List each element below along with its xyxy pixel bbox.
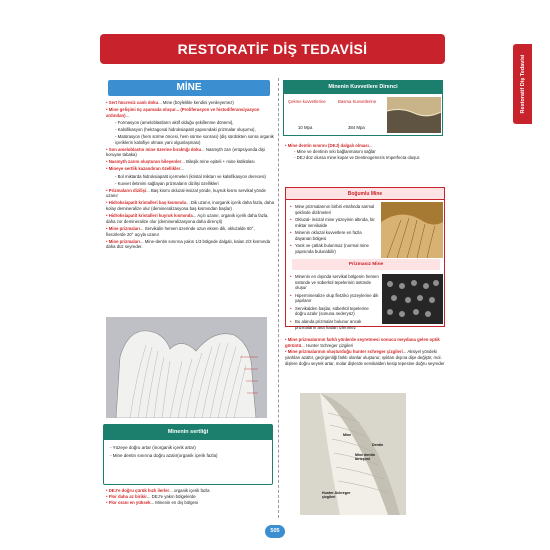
left-bottom-block <box>106 488 276 507</box>
tooth-section-drawing <box>106 317 267 418</box>
highlight-text: • Mine prizmaları <box>106 225 140 231</box>
highlight-text: • Mine prizmaları <box>106 238 140 244</box>
knotted-enamel-title: Boğumlu Mine <box>286 188 444 200</box>
knotted-enamel-list <box>290 204 378 257</box>
text-item <box>106 188 274 199</box>
body-text: ... Hunter Schreger çizgileri <box>301 343 354 349</box>
text-item <box>285 349 447 367</box>
body-text: ... Dik uzanır, inorganik içerik daha fazla, daha kolay demineralize olur (demineralizasyona baş kısmından başlar) <box>106 200 274 212</box>
highlight-text: • Mineye sertlik kazandıran özellikler <box>106 166 181 172</box>
page-title: RESTORATİF DİŞ TEDAVİSİ <box>177 41 368 57</box>
tooth-section-image <box>106 317 267 418</box>
prismless-enamel-title: Prizmasız Mine <box>292 259 440 270</box>
knotted-enamel-box <box>285 187 445 330</box>
knotted-enamel-drawing <box>381 202 443 258</box>
text-item <box>106 159 274 165</box>
body-text: - DEJ düz olursa mine kopar ve Dentinogenezis Imperfecta oluşur. <box>294 154 421 160</box>
body-text: ... DEJ'e yakın bölgelerde <box>146 494 196 500</box>
column-divider <box>278 78 279 518</box>
body-text: ... Mine-dentin sınırına yakın 1/3 bölgede dalgalı, kalan 2/3 kısmında daha düz seyreder. <box>106 238 271 250</box>
text-item <box>106 134 274 145</box>
section-title-mine <box>108 80 270 96</box>
label-hunter-schreger: Hunter-Schreger çizgileri <box>322 491 351 499</box>
body-text: ... <box>368 143 373 148</box>
highlight-text: • Mine prizmalarının farklı yönlerde seyretmesi sonucu meydana gelen optik görüntü <box>285 337 440 349</box>
label-dentin: Dentin <box>372 443 384 447</box>
text-item <box>106 226 274 237</box>
hunter-schreger-image <box>300 393 406 515</box>
knotted-enamel-image <box>381 202 443 258</box>
highlight-text: • Flor oranı en yüksek <box>106 500 151 506</box>
highlight-text: • Sert hücresiz canlı doku <box>106 100 159 105</box>
prismless-enamel-image <box>382 274 443 324</box>
list-item: • Yarık ve çatlak bulunmaz (normal mine yapısında bulunabilir) <box>290 243 378 254</box>
compressive-value: 384 Mpa <box>348 125 365 130</box>
body-text: ... <box>180 166 184 172</box>
body-text: ... <box>125 112 130 118</box>
text-item <box>106 147 274 158</box>
text-item <box>106 200 274 211</box>
prismless-enamel-drawing <box>382 274 443 324</box>
strength-box-title: Minenin Kuvvetlere Direnci <box>284 81 442 94</box>
highlight-text: • Mine gelişimi üç aşamada oluşur... (Proliferasyon ve histodiferansiyasyon ardından) <box>106 107 260 118</box>
highlight-text: • Son ameloblastın mine üzerine bıraktığı doku <box>106 146 202 152</box>
list-item: • Minenin okluzal kuvvetlere en fazla dayanan bölgesi <box>290 230 378 241</box>
body-text: ... Nasmyth zarı (erüpsiyonda dişi koruyan tabaka) <box>106 146 265 158</box>
body-text: - Formasyon (ameloblastların aktif olduğu şekillenme dönemi), <box>115 119 234 125</box>
highlight-text: • Mine prizmalarının oluşturduğu hunter schreger çizgileri <box>285 349 403 355</box>
highlight-text: • DEJ'e doğru çürük hızlı ilerler <box>106 488 170 493</box>
text-item <box>106 500 276 506</box>
label-mine: Mine <box>343 433 352 437</box>
label-dej: Mine dentin birleşimi <box>355 453 375 461</box>
dej-text-block <box>285 143 445 161</box>
body-text: ... Bileşik mine epiteli + mine kütikülası <box>181 159 255 165</box>
text-item <box>106 100 274 106</box>
side-tab-label: Restoratif Diş Tedavisi <box>519 54 526 114</box>
tensile-value: 10 Mpa <box>298 125 313 130</box>
hardness-box-title: Minenin sertliği <box>104 425 272 440</box>
prismless-enamel-list <box>290 274 380 332</box>
body-text: - Matürasyon (hem sürme öncesi, hem sürme sonrası) (diş sürdükten sonra organik içeriklerin kalsifiye olması yani olgunlaşması) <box>115 133 274 145</box>
list-item: • Okluzal- insizal mine yüzeyinin altında, bir miktar servikalde <box>290 217 378 228</box>
enamel-micrograph-drawing <box>387 97 441 133</box>
strength-box <box>283 80 443 136</box>
text-item <box>106 239 274 250</box>
body-text: - Bol miktarda hidroksiapatit içermeleri (kristal miktarı ve kalsifikasyon derecesi) <box>115 173 266 179</box>
page-number: 505 <box>265 525 285 538</box>
text-item <box>106 213 274 224</box>
body-text: ... Aksiyel yöndeki yarıkları azaltır, geçirgenliği farklı olanlar oluşturur, ışıkları dışına dişe değiştir, mol. dişlere doğru seyrek artar, molar dişlerde servikalden kesip tepesine doğru seyreder <box>285 349 445 367</box>
list-item: • Mine prizmalarının birbiri etrafında sarmal şeklinde dizilmeleri <box>290 204 378 215</box>
text-item <box>285 337 447 349</box>
highlight-text: • Mine dentin sınırını (DEJ) dalgalı olması <box>285 143 369 148</box>
body-text: ... Servikalin hemen üzerinde uzun eksen dik, okluzalde 60°, fissürlerde 20° açıyla uzanır <box>106 225 255 237</box>
text-item <box>106 120 274 126</box>
list-item: • Minenin en dışında servikal bölgenin hemen üstünde ve süberkül tepelerinin üstünde oluşur <box>290 274 380 291</box>
highlight-text: • Hidroksiapatit kristalleri baş kısmında <box>106 200 187 206</box>
section-title-label: MİNE <box>176 82 202 93</box>
body-text: ... Minenin en dış bölgesi <box>150 500 199 506</box>
title-bar <box>100 34 445 64</box>
list-item: • Servikalden başlar, süberkül tepelerine doğru azalır (sonuna nederyüz) <box>290 306 380 317</box>
hardness-box <box>103 424 273 485</box>
body-text: ... Mine (böylelikle kendini yenileyemez) <box>158 100 234 105</box>
highlight-text: • Prizmaların dizilişi <box>106 187 147 193</box>
hardness-list <box>110 445 218 461</box>
highlight-text: • Flor daha az birikir <box>106 494 147 500</box>
body-text: - Kuvvet iletimini sağlayan prizmaların dizilişi özellikleri <box>115 180 219 186</box>
text-item <box>106 181 274 187</box>
hunter-schreger-text <box>285 337 447 367</box>
text-item <box>106 166 274 172</box>
enamel-micrograph <box>387 97 441 133</box>
hardness-row: - Mine dentin sınırına doğru azalır(organik içerik fazla) <box>110 453 218 458</box>
list-item: • Hipermineralize olup fletziko yüzeylerine dik yapılanır <box>290 293 380 304</box>
text-item <box>106 107 274 118</box>
highlight-text: • Hidroksiapatit kristalleri kuyruk kısmında <box>106 213 193 219</box>
body-text: - Kalsifikasyon (hekzagonal hidroksiapatit yapısındaki prizmalar oluşumu), <box>115 126 256 132</box>
compressive-label: Basma Kuvvetlerine <box>338 99 377 104</box>
text-item <box>285 155 445 161</box>
hardness-row: - Yüzeye doğru artar (inorganik içerik artar) <box>110 445 196 450</box>
text-item <box>106 127 274 133</box>
left-text-block <box>106 100 274 251</box>
highlight-text: • Nasmyth zarını oluşturan bileşenler <box>106 159 182 165</box>
side-tab <box>513 44 532 124</box>
text-item <box>106 174 274 180</box>
body-text: ... organik içerik fazla <box>169 488 210 493</box>
body-text: ... Açılı uzanır, organik içerik daha fazla, daha zor demineralize olur (demineralizasyona daha dirençli) <box>106 213 269 224</box>
list-item: • Bu alanda prizmalar bulunur ancak prizmaların ana hatları izlenmez <box>290 319 380 330</box>
body-text: - Mine ve dentinin sıkı bağlanmasını sağlar <box>294 148 376 154</box>
body-text: ... Baş kısmı okluzal-insizal yönde, kuyruk kısmı servikal yönde uzanır <box>106 187 266 199</box>
tensile-label: Çekme kuvvetlerine <box>288 99 326 104</box>
